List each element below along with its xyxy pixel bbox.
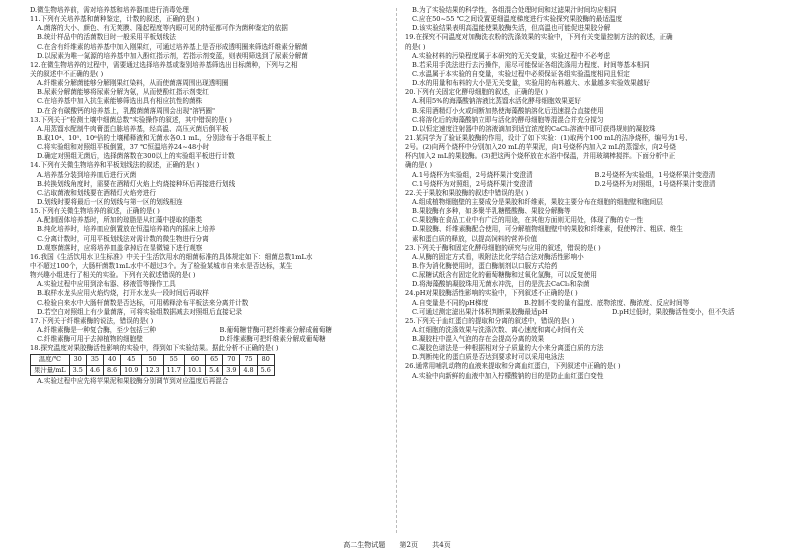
table-cell: 75 xyxy=(240,355,257,365)
table-cell: 40 xyxy=(103,355,120,365)
option-line: A.实验中向新鲜的血液中加入柠檬酸钠的目的是防止血红蛋白变性 xyxy=(412,371,604,380)
option-line: A.实验过程中应先将苹果泥和果胶酶分别调节到对应温度后再混合 xyxy=(37,376,229,385)
table-cell: 70 xyxy=(223,355,240,365)
question-11: 11.下列有关培养基和菌种鉴定，计数的叙述，正确的是( ) xyxy=(30,15,200,24)
question-20: 20.下列有关固定化酵母细胞的叙述，正确的是( ) xyxy=(405,88,549,97)
text-line: 2号。(2)向两个烧杯中分别加入20 mL的苹果泥，向1号烧杯内加入2 mL的蒸馏水，向2号烧 xyxy=(405,143,676,152)
question-23: 23.下列关于酶和固定化酵母细胞的研究与应用的叙述，错误的是( ) xyxy=(405,243,601,252)
option-a: A.自变量是不同的pH梯度 xyxy=(412,298,489,307)
question-16: 16.我国《生活饮用水卫生标准》中关于生活饮用水的细菌标准的具体规定如下：细菌总数1mL水 xyxy=(30,252,313,261)
right-column xyxy=(405,6,777,381)
table-cell: 10.9 xyxy=(121,365,142,375)
question-25: 25.下列关于血红蛋白的提取和分离的叙述中，错误的是( ) xyxy=(405,316,575,325)
option-row xyxy=(405,180,777,189)
option-d: D.2号烧杯为对照组，1号烧杯果汁变澄清 xyxy=(594,179,716,188)
question-15: 15.下列有关微生物培养的叙述，正确的是( ) xyxy=(30,207,160,216)
text-line: 中不超过100个，大肠杆菌数1mL水中不超过3个。为了检验某城市自来水是否达标，某生 xyxy=(30,261,293,270)
question-19: 19.在探究不同温度对加酶洗衣粉的洗涤效果的实验中，下列有关变量控制方法的叙述，正确 xyxy=(405,33,673,42)
table-cell: 35 xyxy=(86,355,103,365)
table-row-header: 果汁量/mL xyxy=(31,365,70,375)
option-row xyxy=(30,335,402,344)
table-cell: 55 xyxy=(163,355,184,365)
option-line: C.应在50~55 ℃之间设置更细温度梯度进行实验探究果胶酶的最适温度 xyxy=(412,15,623,24)
question-12: 12.在微生物培养的过程中，需要通过选择培养基或鉴别培养基筛选出目标菌种，下列与之相 xyxy=(30,60,298,69)
option-line: B.取10⁴、10⁵、10⁶倍的土壤稀释液和无菌水各0.1 mL，分别涂布于各组平板上 xyxy=(37,133,272,142)
option-line: B.为了实验结果的科学性，各组混合处理时间和过滤果汁时间均应相同 xyxy=(412,6,617,14)
table-cell: 65 xyxy=(206,355,223,365)
table-cell: 3.9 xyxy=(223,365,240,375)
option-line: A.培养基分装到培养皿后进行灭菌 xyxy=(37,170,137,179)
option-line: D.水的用量和布料的大小是无关变量，实验用的布料越大、水量越多实验效果越好 xyxy=(412,79,650,88)
option-d: D.pH过低时，果胶酶活性变小，但不失活 xyxy=(612,307,735,316)
option-line: B.果胶酶有多种，如多聚半乳糖醛酸酶、果胶分解酶等 xyxy=(412,207,571,216)
option-b: B.2号烧杯为实验组，1号烧杯果汁变澄清 xyxy=(594,170,716,179)
text-line: 关的叙述中不正确的是( ) xyxy=(30,69,104,78)
question-21: 21.某同学为了验证果胶酶的作用，设计了如下实验：(1)取两个100 mL的洁净烧杯，编号为1号、 xyxy=(405,133,692,142)
option-line: D.判断纯化的蛋白质是否达到要求时可以采用电泳法 xyxy=(412,353,565,362)
option-line: C.果胶酶在食品工业中有广泛的用途，在其他方面则无用处，体现了酶的专一性 xyxy=(412,216,644,225)
footer-page: 第2页 xyxy=(399,541,418,549)
table-cell: 50 xyxy=(142,355,163,365)
option-line: C.将溶化后的海藻酸钠立即与活化的酵母细胞等混混合并充分搅匀 xyxy=(412,115,604,124)
option-line: B.凝胶柱中混入气泡的存在会提高分离的效果 xyxy=(412,335,545,344)
option-line: A.组成植物细胞壁的主要成分是果胶和纤维素，果胶主要分布在细胞的细胞壁和胞间层 xyxy=(412,197,663,206)
option-a: A.1号烧杯为实验组，2号烧杯果汁变澄清 xyxy=(412,170,533,179)
option-line: D.将海藻酸钠凝胶珠用无菌水冲洗，目的是洗去CaCl₂和杂菌 xyxy=(412,280,590,289)
option-line: D.确定对照组无菌后，选择菌落数在300以上的实验组平板进行计数 xyxy=(37,152,235,161)
option-line: D.观察菌落时，应将培养皿盖拿掉后在显微镜下进行观察 xyxy=(37,243,203,252)
question-13: 13.下列关于"检测土壤中细菌总数"实验操作的叙述，其中错误的是( ) xyxy=(30,115,232,124)
table-cell: 5.4 xyxy=(206,365,223,375)
option-line: A.实验过程中应用到涂布器、移液管等操作工具 xyxy=(37,280,176,289)
option-line: C.将实验组和对照组平板倒置，37 ℃恒温培养24~48小时 xyxy=(37,143,210,152)
option-line: D.在含有碳酸钙的培养基上，乳酸菌菌落周围会出现"溶钙圈" xyxy=(37,106,216,115)
question-26: 26.通常用哺乳动物的血液来提取和分离血红蛋白，下列叙述中正确的是( ) xyxy=(405,362,621,371)
text-line: 的是( ) xyxy=(405,42,426,51)
option-line: B.采用酒精灯小火或间断加热使海藻酸钠溶化后迅速混合直接使用 xyxy=(412,106,604,115)
option-line: C.检验自来水中大肠杆菌数是否达标，可用稀释涂布平板法来分离并计数 xyxy=(37,298,249,307)
option-line: C.沾取菌液和划线要在酒精灯火焰旁进行 xyxy=(37,188,156,197)
table-cell: 80 xyxy=(257,355,274,365)
option-line: A.从酶的固定方式看，吸附法比化学结合法对酶活性影响小 xyxy=(412,252,584,261)
option-line: A.配制固体培养基时，所加的琼脂是从红藻中提取的脂类 xyxy=(37,216,203,225)
option-d: D.纤维素酶可把纤维素分解成葡萄糖 xyxy=(219,335,326,344)
option-line: A.菌落的大小、颜色、有无荚膜、隆起程度等内眼可见的特征都可作为菌种鉴定的依据 xyxy=(37,24,288,33)
table-cell: 3.5 xyxy=(69,365,86,375)
option-line: B.作为消化酶使用时，蛋白酶制剂以口服方式给药 xyxy=(412,261,558,270)
option-c: C.1号烧杯为对照组，2号烧杯果汁变澄清 xyxy=(412,179,533,188)
text-line: 杯内加入2 mL的果胶酶。(3)把这两个烧杯放在水浴中保温，并用玻璃棒搅拌。下面分析中正 xyxy=(405,152,676,161)
table-row xyxy=(31,365,275,375)
option-b: B.控制不变的量有温度、底物浓度、酶浓度、反应时间等 xyxy=(524,298,690,307)
option-line: D.以恒定速度注射器中的溶液滴加到适宜浓度的CaCl₂溶液中即可获得规则的凝胶珠 xyxy=(412,124,656,133)
option-line: B.若采用手洗法进行去污操作，需尽可能保证各组洗涤用力程度、时间等基本相同 xyxy=(412,60,650,69)
table-cell: 60 xyxy=(184,355,205,365)
option-line: D.该实验结果表明高温能使果胶酶失活，但高温也可能促进果胶分解 xyxy=(412,24,611,33)
option-line: A.实验材料的污染程度属于本研究的无关变量，实验过程中不必考虑 xyxy=(412,51,611,60)
option-line: C.水温属于本实验的自变量，实验过程中必须保证各组实验温度相同且恒定 xyxy=(412,69,630,78)
left-column xyxy=(30,6,402,386)
option-line: D.果胶酶、纤维素酶配合使用，可分解植物细胞壁中的果胶和纤维素，促使榨汁、粗质、维生 xyxy=(412,225,683,234)
option-line: C.尿糖试纸含有固定化的葡萄糖酶和过氧化氢酶，可以反复使用 xyxy=(412,271,597,280)
option-line: B.纯化培养时，培养皿应倒置放在恒温培养箱内的摇床上培养 xyxy=(37,225,216,234)
option-line: D.若空白对照组上有少量菌落，可将实验组数据减去对照组后直接记录 xyxy=(37,307,242,316)
table-row-header: 温度/℃ xyxy=(31,355,70,365)
option-line: B.取样水龙头应用火焰灼烧，打开水龙头一段时间后再取样 xyxy=(37,289,209,298)
option-row xyxy=(30,326,402,335)
option-row xyxy=(405,299,777,308)
question-22: 22.关于果胶和果胶酶的叙述中错误的是( ) xyxy=(405,188,529,197)
table-cell: 10.1 xyxy=(184,365,205,375)
question-17: 17.下列关于纤维素酶的说法，错误的是( ) xyxy=(30,316,154,325)
option-line: D.以尿素为唯一氮源的培养基中加入酚红指示剂，若指示剂变蓝，则表明筛选到了尿素分解菌 xyxy=(37,51,308,60)
table-cell: 45 xyxy=(121,355,142,365)
option-a: A.纤维素酶是一种复合酶，至少包括三种 xyxy=(37,325,156,334)
option-line: C.分离计数时，可用平板划线法对需计数的微生物进行分离 xyxy=(37,234,209,243)
text-line: 物兴趣小组进行了相关的实验。下列有关叙述错误的是( ) xyxy=(30,271,196,280)
table-cell: 4.6 xyxy=(86,365,103,375)
text-line: D.微生物培养前，需对培养基和培养器皿进行消毒处理 xyxy=(30,6,189,14)
option-row xyxy=(405,171,777,180)
option-line: C.在含有纤维素的培养基中加入刚果红，可通过培养基上是否形成透明圈来筛选纤维素分解菌 xyxy=(37,42,308,51)
table-cell: 11.7 xyxy=(163,365,184,375)
table-cell: 5.6 xyxy=(257,365,274,375)
option-line: C.在培养基中加入抗生素能够筛选出具有相应抗性的菌株 xyxy=(37,97,203,106)
table-cell: 30 xyxy=(69,355,86,365)
option-line: 素和蛋白质的释放，以提高饲料的营养价值 xyxy=(412,234,538,243)
page-footer xyxy=(0,540,794,550)
question-24: 24.pH对果胶酶活性影响的实验中，下列叙述不正确的是( ) xyxy=(405,289,578,298)
option-line: A.利用5%的海藻酸钠溶液比蒸馏水活化酵母细胞效果更好 xyxy=(412,97,581,106)
text-line: 确的是( ) xyxy=(405,161,433,170)
option-line: B.统计样品中的活菌数目时一般采用平板划线法 xyxy=(37,33,176,42)
option-line: C.凝胶色谱法是一种根据相对分子质量的大小来分离蛋白质的方法 xyxy=(412,344,604,353)
table-cell: 12.3 xyxy=(142,365,163,375)
option-line: A.红细胞的洗涤效果与洗涤次数、离心速度和离心时间有关 xyxy=(412,325,584,334)
option-b: B.葡萄糖苷酶可把纤维素分解成葡萄糖 xyxy=(219,325,332,334)
footer-subject: 高二生物试题 xyxy=(343,541,386,549)
question-18: 18.探究温度对果胶酶活性影响的实验中，得到如下实验结果。据此分析不正确的是( ) xyxy=(30,344,279,353)
table-cell: 8.6 xyxy=(103,365,120,375)
option-line: A.纤维素分解菌能够分解刚果红染料，从而使菌落周围出现透明圈 xyxy=(37,79,229,88)
option-c: C.纤维素酶可用于去掉植物的细胞壁 xyxy=(37,335,143,344)
option-line: A.用蒸馏水配制牛肉膏蛋白胨培养基，经高温、高压灭菌后倒平板 xyxy=(37,124,229,133)
temperature-juice-table xyxy=(30,354,275,375)
table-row xyxy=(31,355,275,365)
footer-total: 共4页 xyxy=(432,541,451,549)
option-row xyxy=(405,308,777,317)
option-line: B.转换划线角度时，需要在酒精灯火焰上灼烧接种环后再接进行划线 xyxy=(37,179,236,188)
table-cell: 4.8 xyxy=(240,365,257,375)
option-line: D.划线时要将最后一区的划线与第一区的划线相连 xyxy=(37,197,183,206)
option-c: C.可通过测定滤出果汁体积判断果胶酶最适pH xyxy=(412,307,548,316)
question-14: 14.下列有关微生物培养和平板划线法的叙述，正确的是( ) xyxy=(30,161,200,170)
option-line: B.尿素分解菌能够将尿素分解为氨，从而使酚红指示剂变红 xyxy=(37,88,209,97)
